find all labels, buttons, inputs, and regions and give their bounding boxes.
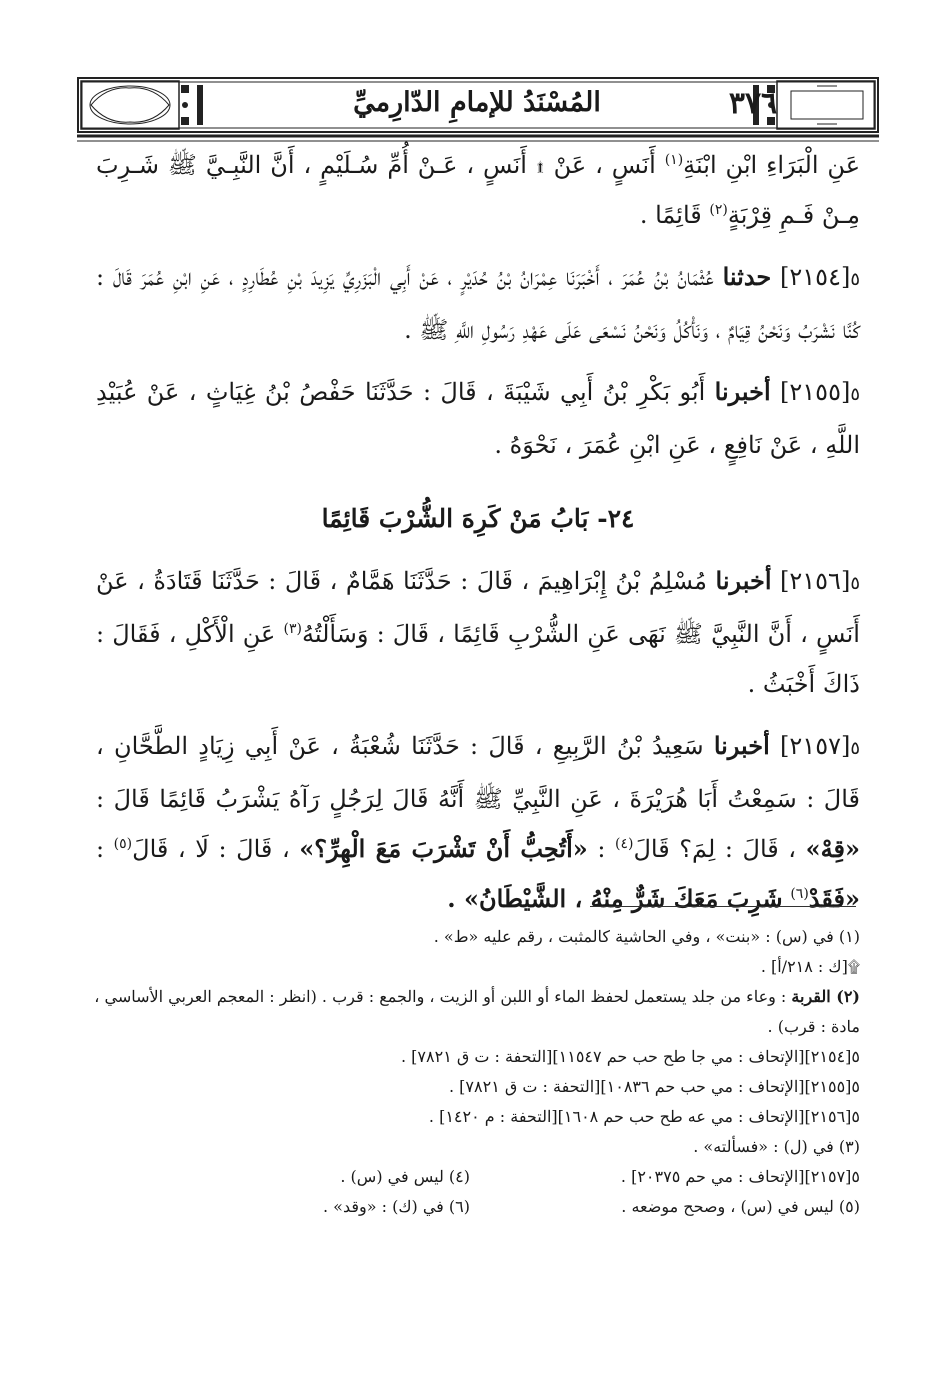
circle-marker-icon: ٥: [850, 269, 860, 290]
narration-word: أخبرنا: [713, 731, 770, 760]
footnote-2: [80, 982, 860, 1042]
footnotes: [80, 922, 860, 1222]
chapter-heading: ٢٤- بَابُ مَنْ كَرِهَ الشُّرْبَ قَائِمًا: [321, 504, 635, 533]
hadith-text: :: [96, 835, 105, 863]
folio-marker-icon: ۩: [535, 151, 545, 179]
footnote-5: (٥) ليس في (س) ، وصحح موضعه .: [621, 1197, 860, 1216]
reference-2154: ٥[٢١٥٤][الإتحاف : مي جا طح حب حم ١١٥٤٧][التحفة : ت ق ٧٨٢١] .: [401, 1047, 860, 1066]
text-span: عَنِ الْبَرَاءِ ابْنِ ابْنَةِ: [683, 151, 861, 179]
prophetic-quote: «فَقَدْ: [808, 884, 860, 913]
text-span: أَنَسٍ ، عَـنْ أُمِّ سُـلَيْمٍ ، أَنَّ النَّبِـيَّ ﷺ شَـرِبَ مِـنْ فَـمِ قِرْبَةٍ: [96, 151, 860, 229]
prophetic-quote: «قِهْ»: [805, 834, 860, 863]
footnote-ref: (١): [664, 152, 684, 168]
hadith-number: [٢١٥٥]: [780, 378, 851, 406]
page-number: ٣٧٦: [728, 86, 778, 121]
hadith-2155: [96, 367, 860, 470]
hadith-2156: [96, 556, 860, 709]
reference-2155: ٥[٢١٥٥][الإتحاف : مي حب حم ١٠٨٣٦][التحفة : ت ق ٧٨٢١] .: [449, 1077, 860, 1096]
reference-2157: ٥[٢١٥٧][الإتحاف : مي حم ٢٠٣٧٥] .: [620, 1167, 860, 1186]
hadith-2154: [96, 252, 860, 355]
page-header: [77, 76, 879, 144]
footnote-6: (٦) في (ك) : «وقد» .: [323, 1197, 470, 1216]
narration-word: حدثنا: [722, 262, 772, 291]
prophetic-quote: شَرِبَ مَعَكَ شَرٌّ مِنْهُ ، الشَّيْطَانُ» .: [447, 884, 783, 913]
circle-marker-icon: ٥: [850, 573, 860, 594]
hadith-number: [٢١٥٧]: [780, 732, 851, 760]
hadith-text: عَنِ الْأَكْلِ ، فَقَالَ : ذَاكَ أَخْبَثُ .: [96, 620, 860, 698]
footnote-text: : وعاء من جلد يستعمل لحفظ الماء أو اللبن أو الزيت ، والجمع : قرب . (انظر : المعجم العربي الأساسي ، مادة : قرب) .: [94, 987, 860, 1036]
footnote-term: (٢) القربة: [791, 987, 860, 1006]
narration-word: أخبرنا: [714, 377, 771, 406]
prophetic-quote: «أَتُحِبُّ أَنْ تَشْرَبَ مَعَ الْهِرِّ؟»: [299, 834, 588, 863]
main-text: [96, 140, 860, 924]
hadith-text: ، قَالَ : لِمَ؟ قَالَ: [633, 835, 797, 863]
running-title: المُسْنَدُ للإمامِ الدّارِميِّ: [353, 87, 601, 118]
hadith-text: مُسْلِمُ بْنُ إِبْرَاهِيمَ ، قَالَ : حَدَّثَنَا هَمَّامٌ ، قَالَ : حَدَّثَنَا قَتَادَةُ ، عَنْ أَنَسٍ ، أَنَّ النَّبِيَّ ﷺ نَهَى عَنِ الشُّرْبِ قَائِمًا ، قَالَ : وَسَأَلْتُهُ: [96, 567, 860, 648]
footnote-ref: (٢): [709, 202, 728, 218]
reference-2156: ٥[٢١٥٦][الإتحاف : مي عه طح حب حم ١٦٠٨][التحفة : م ١٤٢٠] .: [428, 1107, 860, 1126]
footnote-row: [80, 1192, 860, 1222]
footnote-separator: [590, 906, 856, 907]
circle-marker-icon: ٥: [850, 738, 861, 759]
footnote-3: (٣) في (ل) : «فسألته» .: [693, 1137, 860, 1156]
hadith-2157: [96, 721, 860, 924]
hadith-number: [٢١٥٦]: [780, 567, 851, 595]
footnote-ref: (٤): [615, 836, 634, 852]
hadith-text: أَبُو بَكْرِ بْنُ أَبِي شَيْبَةَ ، قَالَ : حَدَّثَنَا حَفْصُ بْنُ غِيَاثٍ ، عَنْ عُبَيْدِ اللَّهِ ، عَنْ نَافِعٍ ، عَنِ ابْنِ عُمَرَ ، نَحْوَهُ .: [96, 378, 860, 459]
text-span: قَائِمًا .: [639, 201, 702, 229]
footnote-ref: (٣): [283, 621, 302, 637]
hadith-text: عُثْمَانُ بْنُ عُمَرَ ، أَخْبَرَنَا عِمْرَانُ بْنُ حُدَيْرٍ ، عَنْ أَبِي الْبَزَرِيِّ يَزِيدَ بْنِ عُطَارِدٍ ، عَنِ ابْنِ عُمَرَ قَالَ : كُنَّا نَشْرَبُ وَنَحْنُ قِيَامٌ ، وَنَأْكُلُ وَنَحْنُ نَسْعَى عَلَى عَهْدِ رَسُولِ اللَّهِ ﷺ .: [96, 263, 860, 344]
hadith-text: سَعِيدُ بْنُ الرَّبِيعِ ، قَالَ : حَدَّثَنَا شُعْبَةُ ، عَنْ أَبِي زِيَادٍ الطَّحَّانِ ، قَالَ : سَمِعْتُ أَبَا هُرَيْرَةَ ، عَنِ النَّبِيِّ ﷺ أَنَّهُ قَالَ لِرَجُلٍ رَآهُ يَشْرَبُ قَائِمًا قَالَ :: [96, 732, 860, 813]
seal-emblem: [77, 76, 177, 134]
manuscript-folio-note: ۩[ك : ٢١٨/أ] .: [760, 957, 860, 976]
footnote-ref: (٦): [790, 886, 809, 902]
narration-word: أخبرنا: [715, 566, 772, 595]
hadith-continuation: [96, 140, 860, 240]
footnote-ref: (٥): [113, 836, 133, 852]
hadith-text: :: [597, 835, 606, 863]
footnote-row: [80, 1162, 860, 1192]
text-span: أَنَسٍ ، عَنْ: [553, 151, 656, 179]
footnote-1: (١) في (س) : «بنت» ، وفي الحاشية كالمثبت ، رقم عليه «ط» .: [433, 927, 860, 946]
hadith-text: ، قَالَ : لَا ، قَالَ: [132, 835, 290, 863]
footnote-4: (٤) ليس في (س) .: [340, 1167, 470, 1186]
circle-marker-icon: ٥: [850, 384, 860, 405]
hadith-number: [٢١٥٤]: [780, 263, 851, 291]
